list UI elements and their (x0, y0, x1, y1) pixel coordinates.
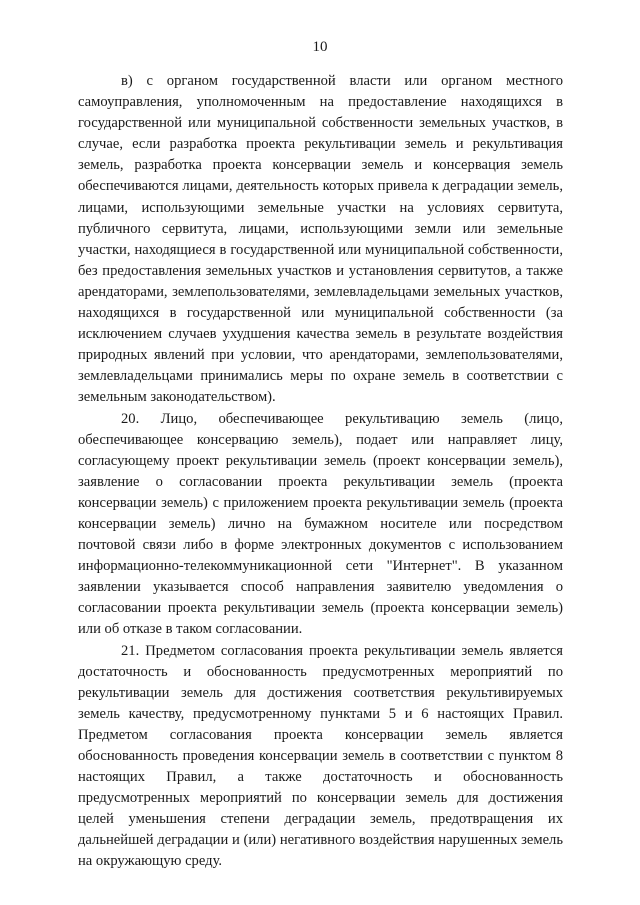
document-body (78, 71, 563, 873)
paragraph-21: 21. Предметом согласования проекта рекультивации земель является достаточность и обоснованность предусмотренных мероприятий по рекультивации земель для достижения соответствия рекультивируемых земель качеству, предусмотренному пунктами 5 и 6 настоящих Правил. Предметом согласования проекта консервации земель является обоснованность проведения консервации земель в соответствии с пунктом 8 настоящих Правил, а также достаточность и обоснованность предусмотренных мероприятий по консервации земель для достижения целей уменьшения степени деградации земель, предотвращения их дальнейшей деградации и (или) негативного воздействия нарушенных земель на окружающую среду. (78, 642, 563, 870)
page-number: 10 (312, 39, 328, 55)
paragraph-20: 20. Лицо, обеспечивающее рекультивацию земель (лицо, обеспечивающее консервацию земель), подает или направляет лицу, согласующему проект рекультивации земель (проект консервации земель), заявление о согласовании проекта рекультивации земель (проекта консервации земель) с приложением проекта рекультивации земель (проекта консервации земель) лично на бумажном носителе или посредством почтовой связи либо в форме электронных документов с использованием информационно-телекоммуникационной сети "Интернет". В указанном заявлении указывается способ направления заявителю уведомления о согласовании проекта рекультивации земель (проекта консервации земель) или об отказе в таком согласовании. (78, 410, 563, 638)
paragraph-19v: в) с органом государственной власти или органом местного самоуправления, уполномоченным на предоставление находящихся в государственной или муниципальной собственности земельных участков, в случае, если разработка проекта рекультивации земель и рекультивация земель, разработка проекта консервации земель и консервация земель обеспечиваются лицами, деятельность которых привела к деградации земель, лицами, использующими земельные участки на условиях сервитута, публичного сервитута, лицами, использующими земли или земельные участки, находящиеся в государственной или муниципальной собственности, без предоставления земельных участков и установления сервитутов, а также арендаторами, землепользователями, землевладельцами земельных участков, находящихся в государственной или муниципальной собственности (за исключением случаев ухудшения качества земель в результате воздействия природных явлений при условии, что арендаторами, землепользователями, землевладельцами принимались меры по охране земель в соответствии с земельным законодательством). (78, 73, 563, 406)
